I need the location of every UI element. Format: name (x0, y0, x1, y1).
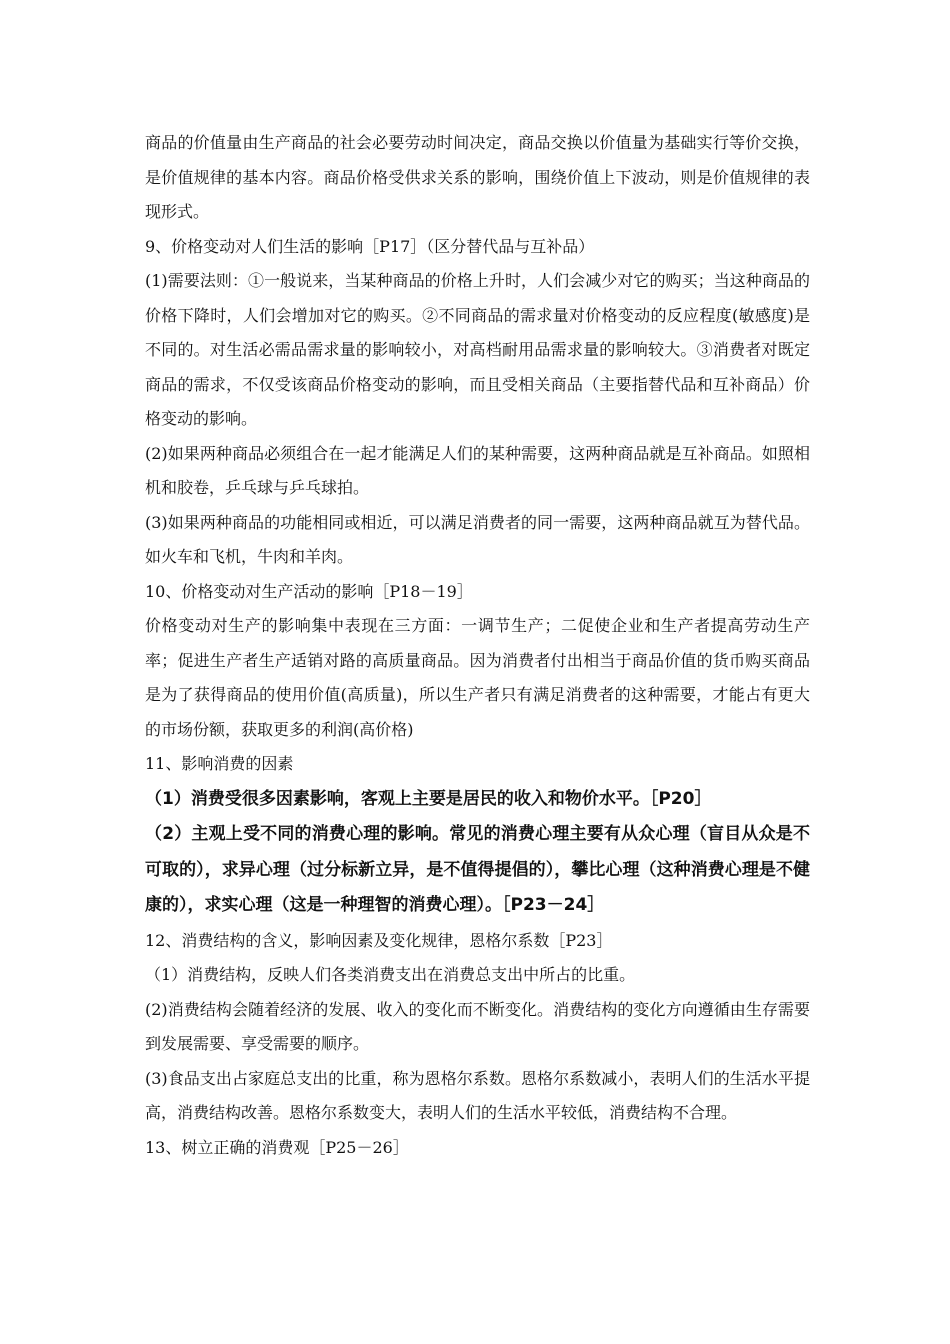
paragraph-price-production: 价格变动对生产的影响集中表现在三方面：一调节生产；二促使企业和生产者提高劳动生产率；促进生产者生产适销对路的高质量商品。因为消费者付出相当于商品价值的货币购买商品是为了获得商品的使用价值(高质量)，所以生产者只有满足消费者的这种需要，才能占有更大的市场份额，获取更多的利润(高价格) (145, 616, 810, 739)
paragraph-consumption-psychology: （2）主观上受不同的消费心理的影响。常见的消费心理主要有从众心理（盲目从众是不可取的），求异心理（过分标新立异，是不值得提倡的），攀比心理（这种消费心理是不健康的），求实心理（这是一种理智的消费心理）。［P23－24］ (145, 824, 810, 915)
paragraph-consumption-structure: （1）消费结构，反映人们各类消费支出在消费总支出中所占的比重。 (145, 965, 636, 984)
heading-10: 10、价格变动对生产活动的影响［P18－19］ (145, 581, 473, 601)
heading-13: 13、树立正确的消费观［P25－26］ (145, 1137, 409, 1157)
paragraph-consumption-objective: （1）消费受很多因素影响，客观上主要是居民的收入和物价水平。［P20］ (145, 788, 712, 809)
heading-9: 9、价格变动对人们生活的影响［P17］（区分替代品与互补品） (145, 236, 595, 256)
paragraph-engel-coefficient: (3)食品支出占家庭总支出的比重，称为恩格尔系数。恩格尔系数减小，表明人们的生活水平提高，消费结构改善。恩格尔系数变大，表明人们的生活水平较低，消费结构不合理。 (145, 1068, 810, 1122)
paragraph-structure-change: (2)消费结构会随着经济的发展、收入的变化而不断变化。消费结构的变化方向遵循由生存需要到发展需要、享受需要的顺序。 (145, 999, 810, 1053)
paragraph-value-law: 商品的价值量由生产商品的社会必要劳动时间决定，商品交换以价值量为基础实行等价交换，是价值规律的基本内容。商品价格受供求关系的影响，围绕价值上下波动，则是价值规律的表现形式。 (145, 133, 810, 221)
heading-11: 11、影响消费的因素 (145, 754, 294, 773)
paragraph-substitute-goods: (3)如果两种商品的功能相同或相近，可以满足消费者的同一需要，这两种商品就互为替代品。如火车和飞机，牛肉和羊肉。 (145, 512, 810, 566)
paragraph-complementary-goods: (2)如果两种商品必须组合在一起才能满足人们的某种需要，这两种商品就是互补商品。如照相机和胶卷，乒乓球与乒乓球拍。 (145, 443, 810, 497)
document-body (145, 126, 810, 1165)
paragraph-demand-law: (1)需要法则：①一般说来，当某种商品的价格上升时，人们会减少对它的购买；当这种商品的价格下降时，人们会增加对它的购买。②不同商品的需求量对价格变动的反应程度(敏感度)是不同的。对生活必需品需求量的影响较小，对高档耐用品需求量的影响较大。③消费者对既定商品的需求，不仅受该商品价格变动的影响，而且受相关商品（主要指替代品和互补商品）价格变动的影响。 (145, 271, 810, 428)
heading-12: 12、消费结构的含义，影响因素及变化规律，恩格尔系数［P23］ (145, 930, 613, 950)
